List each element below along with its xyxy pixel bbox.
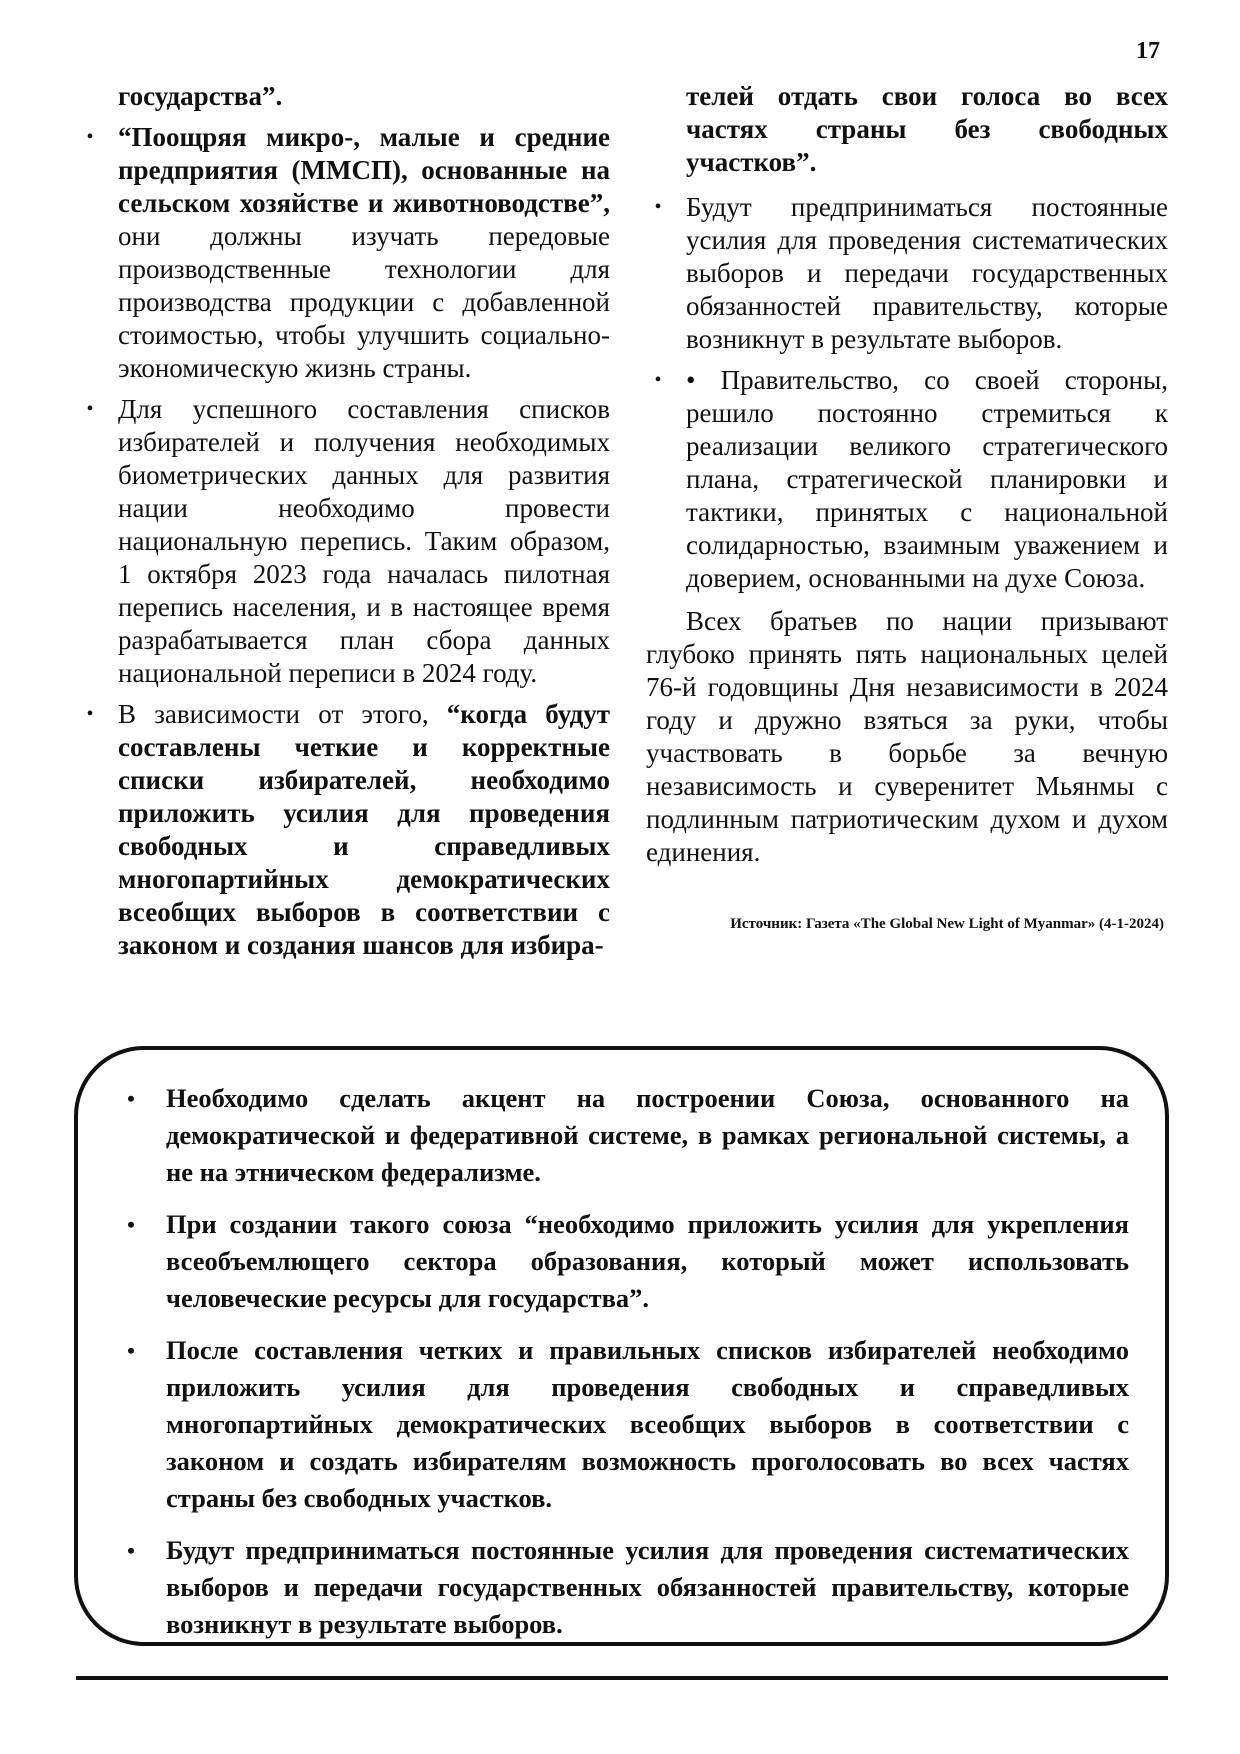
bottom-divider xyxy=(76,1676,1168,1680)
bullet-icon: • xyxy=(86,398,94,420)
list-item-bold-text: “когда будут составлены четкие и корректные списки избирателей, необходимо приложить усилия для проведения свободных и справедливых многопартийных демократических всеобщих выборов в соответствии с законом и создания шансов для избира- xyxy=(118,699,610,960)
bullet-icon: • xyxy=(127,1338,135,1363)
list-item-text: Для успешного составления списков избирателей и получения необходимых биометрических данных для развития нации необходимо провести национальную перепись. Таким образом, 1 октября 2023 года началась пилотная перепись населения, и в настоящее время разрабатывается план сбора данных национальной переписи в 2024 году. xyxy=(118,394,610,688)
bullet-icon: • xyxy=(86,703,94,725)
source-citation: Источник: Газета «The Global New Light of Myanmar» (4-1-2024) xyxy=(730,916,1164,932)
left-bullet-list xyxy=(78,121,610,962)
summary-item-text: Необходимо сделать акцент на построении Союза, основанного на демократической и федеративной системе, в рамках региональной системы, а не на этническом федерализме. xyxy=(166,1083,1129,1187)
list-item xyxy=(78,393,610,690)
summary-item xyxy=(118,1206,1129,1317)
bullet-icon: • xyxy=(127,1212,135,1237)
bullet-icon: • xyxy=(654,369,662,391)
list-item xyxy=(78,698,610,962)
summary-item-text: При создании такого союза “необходимо приложить усилия для укрепления всеобъемлющего сектора образования, который может использовать человеческие ресурсы для государства”. xyxy=(166,1209,1129,1313)
list-item-bold-text: “Поощряя микро-, малые и средние предприятия (ММСП), основанные на сельском хозяйстве и животноводстве”, xyxy=(118,122,610,218)
left-column xyxy=(78,80,610,970)
left-continuation-text: государства”. xyxy=(118,81,283,111)
bullet-icon: • xyxy=(127,1086,135,1111)
summary-item xyxy=(118,1532,1129,1643)
summary-item xyxy=(118,1332,1129,1517)
list-item xyxy=(78,121,610,385)
list-item-lead-text: В зависимости от этого, xyxy=(118,699,447,729)
right-continuation-text: телей отдать свои голоса во всех частях страны без свободных участков”. xyxy=(686,81,1168,177)
right-column xyxy=(646,80,1168,933)
bullet-icon: • xyxy=(86,126,94,148)
summary-box xyxy=(74,1046,1169,1646)
summary-list xyxy=(118,1080,1129,1658)
page-number: 17 xyxy=(1136,38,1160,64)
bullet-icon: • xyxy=(127,1538,135,1563)
list-item-text: они должны изучать передовые производственные технологии для производства продукции с добавленной стоимостью, чтобы улучшить социально-экономическую жизнь страны. xyxy=(118,221,610,383)
summary-item-text: Будут предприниматься постоянные усилия для проведения систематических выборов и передачи государственных обязанностей правительству, которые возникнут в результате выборов. xyxy=(166,1535,1129,1639)
list-item xyxy=(646,364,1168,595)
list-item-text: Будут предприниматься постоянные усилия для проведения систематических выборов и передачи государственных обязанностей правительству, которые возникнут в результате выборов. xyxy=(686,192,1168,354)
right-bullet-list xyxy=(646,191,1168,595)
list-item xyxy=(646,191,1168,356)
summary-item-text: После составления четких и правильных списков избирателей необходимо приложить усилия для проведения свободных и справедливых многопартийных демократических всеобщих выборов в соответствии с законом и создать избирателям возможность проголосовать во всех частях страны без свободных участков. xyxy=(166,1335,1129,1513)
closing-paragraph: Всех братьев по нации призывают глубоко принять пять национальных целей 76-й годовщины Дня независимости в 2024 году и дружно взяться за руки, чтобы участвовать в борьбе за вечную независимость и суверенитет Мьянмы с подлинным патриотическим духом и духом единения. xyxy=(646,606,1168,867)
list-item-text: • Правительство, со своей стороны, решило постоянно стремиться к реализации великого стратегического плана, стратегической планировки и тактики, принятых с национальной солидарностью, взаимным уважением и доверием, основанными на духе Союза. xyxy=(686,365,1168,593)
bullet-icon: • xyxy=(654,196,662,218)
summary-item xyxy=(118,1080,1129,1191)
